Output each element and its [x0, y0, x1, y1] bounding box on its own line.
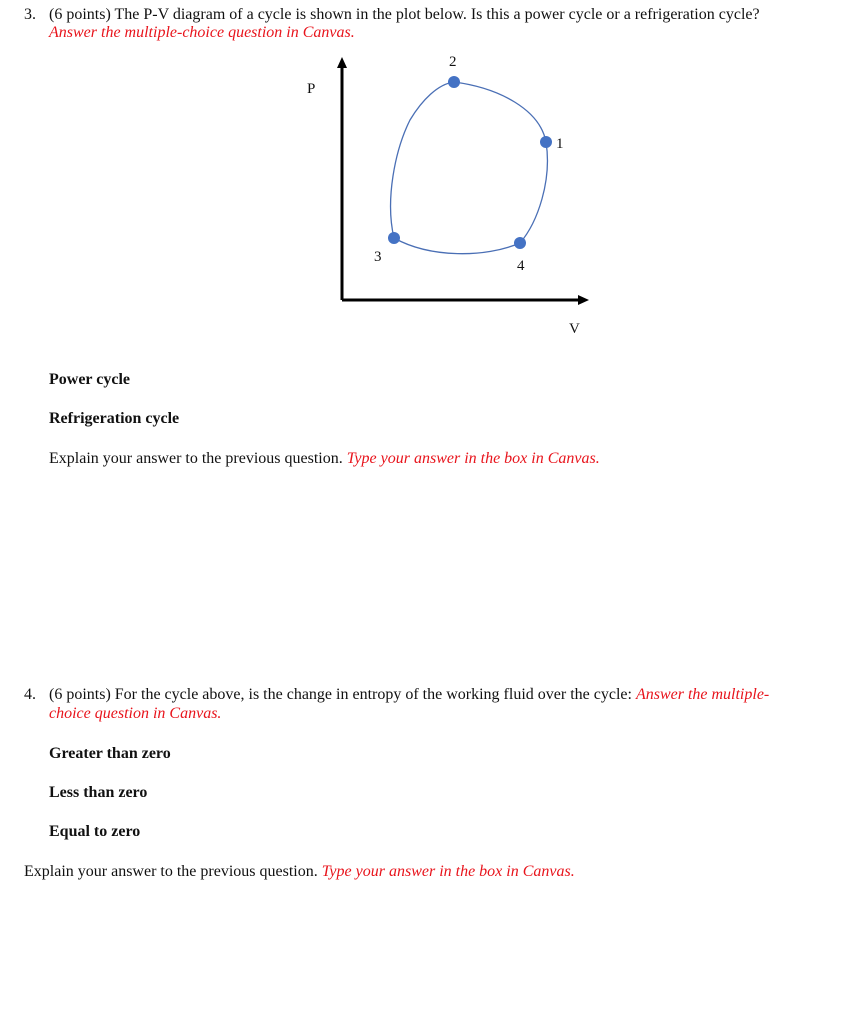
q4-explain-instruction: Type your answer in the box in Canvas. [321, 863, 575, 880]
q3-prompt: (6 points) The P-V diagram of a cycle is shown in the plot below. Is this a power cycle or a refrigeration cycle? [49, 6, 760, 23]
q4-explain-line [24, 863, 575, 881]
q4-option-equal-to-zero[interactable]: Equal to zero [49, 823, 141, 840]
q4-option-greater-than-zero[interactable]: Greater than zero [49, 745, 171, 762]
x-axis-label: V [569, 321, 580, 337]
q3-option-refrigeration-cycle[interactable]: Refrigeration cycle [49, 410, 180, 427]
q3-option-power-cycle[interactable]: Power cycle [49, 371, 130, 388]
point-3 [388, 232, 400, 244]
point-1-label: 1 [556, 136, 564, 152]
pv-diagram [0, 0, 847, 360]
cycle-curve [391, 82, 548, 254]
point-4-label: 4 [517, 258, 525, 274]
q4-option-less-than-zero[interactable]: Less than zero [49, 784, 148, 801]
q3-instruction: Answer the multiple-choice question in Canvas. [49, 24, 355, 41]
q4-prompt: (6 points) For the cycle above, is the change in entropy of the working fluid over the cycle: [49, 686, 632, 703]
q3-explain-line [49, 450, 600, 468]
v-axis-arrow [578, 295, 589, 305]
q3-explain-text: Explain your answer to the previous question. [49, 450, 343, 467]
q4-number: 4. [24, 686, 36, 703]
q3-number: 3. [24, 6, 36, 23]
point-3-label: 3 [374, 249, 382, 265]
q4-instruction-part1: Answer the multiple- [635, 686, 770, 703]
p-axis-arrow [337, 57, 347, 68]
point-1 [540, 136, 552, 148]
q4-explain-text: Explain your answer to the previous question. [24, 863, 318, 880]
point-4 [514, 237, 526, 249]
q4-prompt-line [49, 686, 769, 704]
point-2 [448, 76, 460, 88]
y-axis-label: P [307, 81, 316, 97]
q4-instruction-part2: choice question in Canvas. [49, 705, 222, 722]
point-2-label: 2 [449, 54, 457, 70]
q3-explain-instruction: Type your answer in the box in Canvas. [346, 450, 600, 467]
